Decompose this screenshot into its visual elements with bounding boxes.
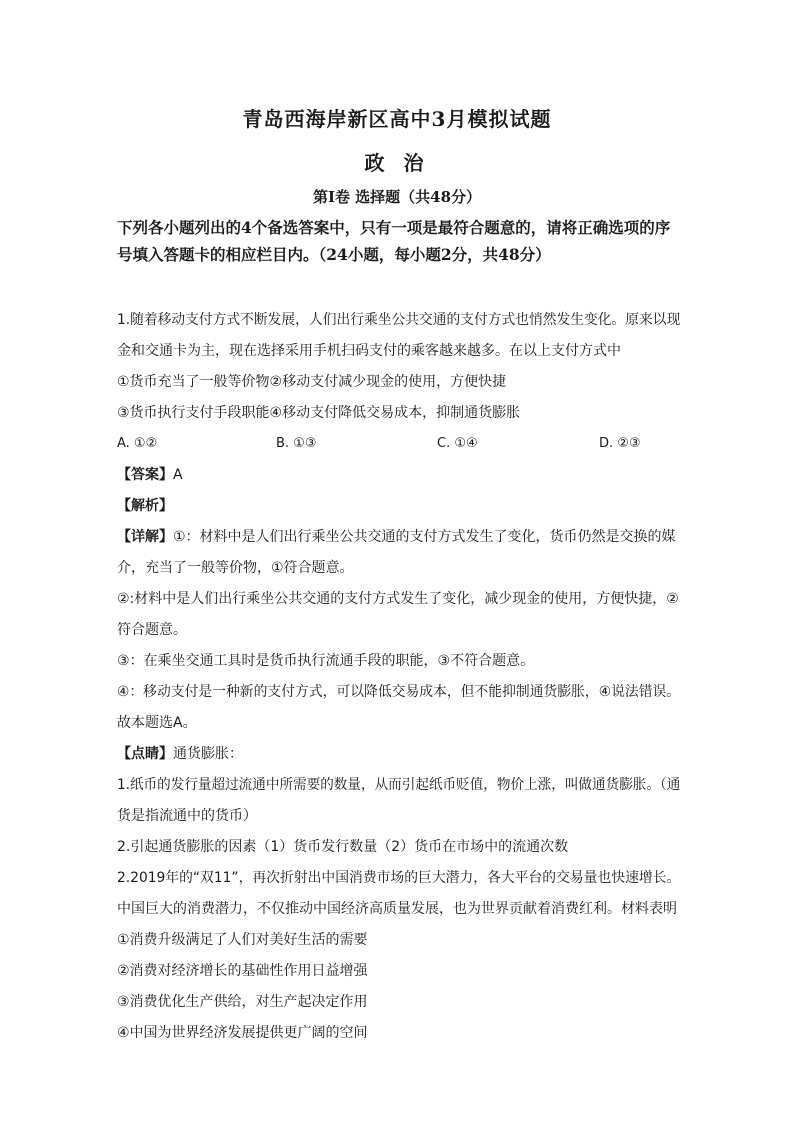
q1-note-line1: 1.纸币的发行量超过流通中所需要的数量，从而引起纸币贬值，物价上涨，叫做通货膨胀。（通: [117, 777, 681, 793]
detail-label: 【详解】: [117, 529, 173, 545]
answer-label: 【答案】: [117, 467, 173, 483]
q1-detail-line7: 故本题选A。: [117, 715, 197, 731]
section-title: 第Ⅰ卷 选择题（共48分）: [312, 188, 482, 206]
q1-detail-line3: ②:材料中是人们出行乘坐公共交通的支付方式发生了变化，减少现金的使用，方便快捷，②: [117, 591, 679, 607]
q2-statement-4: ④中国为世界经济发展提供更广阔的空间: [117, 1025, 368, 1041]
note-title: 通货膨胀：: [173, 746, 243, 762]
q2-statement-2: ②消费对经济增长的基础性作用日益增强: [117, 963, 368, 979]
answer-value: A: [173, 467, 183, 483]
q1-option-c: C. ①④: [437, 436, 478, 451]
q1-statement-line2: ③货币执行支付手段职能④移动支付降低交易成本，抑制通货膨胀: [117, 405, 521, 421]
q1-detail-line5: ③：在乘坐交通工具时是货币执行流通手段的职能，③不符合题意。: [117, 653, 535, 669]
q1-note-line2: 货是指流通中的货币）: [117, 808, 257, 824]
q1-option-a: A. ①②: [117, 436, 158, 451]
q1-note-line3: 2.引起通货膨胀的因素（1）货币发行数量（2）货币在市场中的流通次数: [117, 839, 569, 855]
q2-statement-3: ③消费优化生产供给，对生产起决定作用: [117, 994, 368, 1010]
instructions: 下列各小题列出的4个备选答案中，只有一项是最符合题意的，请将正确选项的序号填入答题卡的相应栏目内。（24小题，每小题2分，共48分）: [117, 218, 671, 264]
analysis-label: 【解析】: [117, 498, 173, 514]
q2-statement-1: ①消费升级满足了人们对美好生活的需要: [117, 932, 368, 948]
subject-title: 政 治: [364, 151, 430, 175]
q2-stem-line2: 中国巨大的消费潜力，不仅推动中国经济高质量发展，也为世界贡献着消费红利。材料表明: [117, 901, 677, 917]
q1-stem-line1: 1.随着移动支付方式不断发展，人们出行乘坐公共交通的支付方式也悄然发生变化。原来以现: [117, 312, 681, 328]
q1-statement-line1: ①货币充当了一般等价物②移动支付减少现金的使用，方便快捷: [117, 374, 507, 390]
q1-stem-line2: 金和交通卡为主，现在选择采用手机扫码支付的乘客越来越多。在以上支付方式中: [117, 343, 621, 359]
q1-note-heading: [117, 744, 243, 764]
q1-answer: [117, 465, 183, 485]
q1-detail-line1: [117, 527, 676, 547]
q1-option-d: D. ②③: [599, 436, 641, 451]
q2-stem-line1: 2.2019年的“双11”，再次折射出中国消费市场的巨大潜力，各大平台的交易量也快速增长。: [117, 870, 681, 886]
detail-text: ①：材料中是人们出行乘坐公共交通的支付方式发生了变化，货币仍然是交换的媒: [173, 529, 676, 545]
note-label: 【点睛】: [117, 746, 173, 762]
q1-detail-line6: ④：移动支付是一种新的支付方式，可以降低交易成本，但不能抑制通货膨胀，④说法错误。: [117, 684, 681, 700]
q1-detail-line4: 符合题意。: [117, 622, 187, 638]
exam-title: 青岛西海岸新区高中3月模拟试题: [242, 107, 552, 131]
q1-detail-line2: 介，充当了一般等价物，①符合题意。: [117, 560, 354, 576]
q1-option-b: B. ①③: [276, 436, 317, 451]
